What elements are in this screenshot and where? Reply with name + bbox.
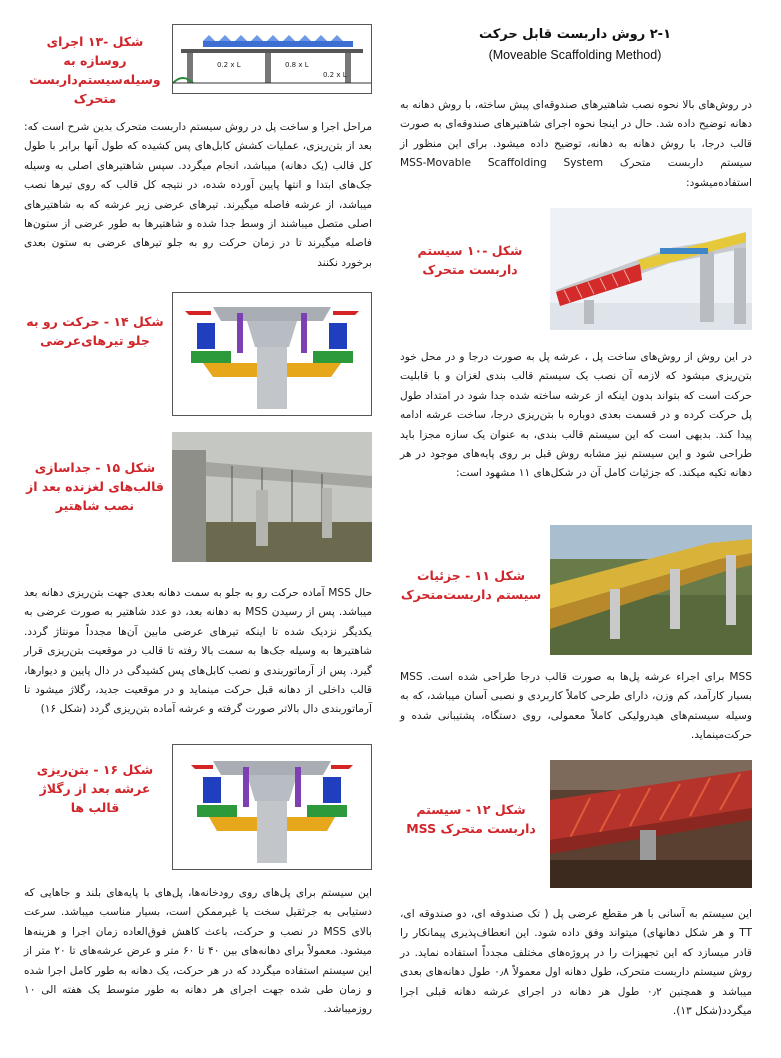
caption-figure-11: شکل ۱۱ - جزئیات سیستم داربست‌متحرک [400, 568, 542, 602]
caption-figure-14: شکل ۱۴ - حرکت رو به جلو تیرهای‌عرضی [26, 314, 164, 348]
figure-13-label-1: 0.2 x L [217, 61, 241, 69]
figure-14-image [172, 292, 372, 416]
figure-16-image [172, 744, 372, 870]
caption-figure-16: شکل ۱۶ - بتن‌ریزی عرشه بعد از رگلاژ قالب ها [36, 762, 154, 815]
section-title-en: (Moveable Scaffolding Method) [488, 48, 662, 62]
paragraph-stages: مراحل اجرا و ساخت پل در روش سیستم داربست متحرک بدین شرح است که: بعد از بتن‌ریزی، عملیات کشش کابل‌های پس کشیده که طول آنها برابر با طول کل قالب (یک دهانه) میباشد، انجام میگردد. سپس شاهتیرهای اصلی به وسیله جک‌های ابتدا و انتها پایین آورده شده، در نتیجه کل قالب که روی تیرها نصب میباشد، از عرشه فاصله میگیرند. تیرهای عرضی زیر عرشه که به شاهتیرهای اصلی متصل میباشند از وسط جدا شده و شاهتیرها به طور عرضی از ستون‌ها فاصله میگیرند تا در زمان حرکت رو به جلو تیرهای عرضی به ستون بعدی برخورد نکنند [24, 121, 372, 269]
figure-11-image [550, 525, 752, 655]
figure-15-image [172, 432, 372, 562]
figure-13-label-2: 0.8 x L [285, 61, 309, 69]
paragraph-advance: حال MSS آماده حرکت رو به جلو به سمت دهانه بعدی جهت بتن‌ریزی دهانه بعد میباشد. پس از رسیدن MSS به دهانه بعد، دو عدد شاهتیر به صورت عرضی به یکدیگر نزدیک شده تا اینکه تیرهای عرضی مابین آن‌ها مجدداً مونتاژ گردد. شاهتیرها به وسیله جک‌ها به سمت بالا رفته تا قالب در موقعیت بتن‌ریزی قرار گیرد. پس از آرماتوربندی و نصب کابل‌های پس کشیدگی در دال پایین و دیوارها، قالب داخلی از دهانه قبل حرکت مینماید و در موقعیت جدید، رگلاژ میشود تا آرماتوربندی دال بالاتر صورت گرفته و عرشه آماده بتن‌ریزی گردد (شکل ۱۶) [24, 587, 373, 716]
figure-12-image [550, 760, 752, 888]
paragraph-method: در این روش از روش‌های ساخت پل ، عرشه پل به صورت درجا و در محل خود بتن‌ریزی میشود که لازمه آن نصب یک سیستم قالب بندی لغزان و با قابلیت حرکت است که بتواند بدون اینکه از عرشه ساخته شده جدا شود در امتداد طول پل حرکت کرده و در قسمت بعدی دوباره با بتن‌ریزی درجا، ساخت عرشه ادامه پیدا کند. بدیهی است که این سیستم قالب بندی، به عنوان یک سازه مجزا باید طراحی شود و این سیستم نیز مشابه روش قبل بر روی پایه‌های موجود در هر دهانه تکیه میکند. که جزئیات کامل آن در شکل‌های ۱۱ مشهود است: [400, 351, 752, 480]
paragraph-applications: این سیستم برای پل‌های روی رودخانه‌ها، پل‌های با پایه‌های بلند و جاهایی که دستیابی به جرثقیل سخت یا غیرممکن است، بسیار مناسب میباشد. سرعت بالای MSS در نصب و حرکت، باعث کاهش فوق‌العاده زمان اجرا و هزینه‌ها میشود. معمولاً برای دهانه‌های بین ۴۰ تا ۶۰ متر و عرض عرشه‌های تا ۲۰ متر از این سیستم استفاده میگردد که در هر حرکت، یک دهانه به طور کامل اجرا شده و زمان طی شده جهت اجرای هر دهانه به طور متوسط یک هفته الی ۱۰ روز‌میباشد. [24, 887, 372, 1016]
paragraph-adaptability: این سیستم به آسانی با هر مقطع عرضی پل ( تک صندوقه ای، دو صندوقه ای، TT و هر شکل دهانهای) میتواند وفق داده شود. این انعطاف‌پذیری پیمانکار را قادر میسازد که این تجهیزات را در پروژه‌های مختلف مجدداً استفاده نماید. در روش سیستم داربست متحرک، طول دهانه اول معمولاً ۰٫۸ طول دهانه‌های بعدی میباشد و همچنین ۰٫۲ طول هر دهانه در اجرای عرشه دهانه قبلی اجرا میگردد(شکل ۱۳). [400, 908, 752, 1018]
paragraph-mss: MSS برای اجراء عرشه پل‌ها به صورت قالب درجا طراحی شده است. MSS بسیار کارآمد، کم وزن، دارای طرحی کاملاً کاربردی و نصبی آسان میباشد، که به وسیله سیستم‌های هیدرولیکی کاملاً معمولی، روی دستگاه، پشتیبانی شده و حرکت‌مینماید. [400, 671, 752, 742]
figure-13-image [172, 24, 372, 94]
caption-figure-12: شکل ۱۲ - سیستم داربست متحرک MSS [406, 802, 536, 836]
caption-figure-10: شکل -۱۰ سیستم داربست متحرک [417, 243, 523, 277]
section-title: ۲-۱ روش داربست قابل حرکت [478, 27, 671, 42]
figure-10-image [550, 208, 752, 330]
paragraph-intro: در روش‌های بالا نحوه نصب شاهتیرهای صندوقه‌ای پیش ساخته، با روش دهانه به دهانه توضیح داده شد. حال در اینجا نحوه اجرای شاهتیرهای صندوقه‌ای به صورت قالب درجا، با روش دهانه به دهانه، توضیح داده میشود. برای این منظور از سیستم داربست متحرک MSS-Movable Scaffolding System استفاده‌میشود: [400, 99, 752, 189]
caption-figure-13: شکل -۱۳ اجرای روسازه به وسیله‌سیستم‌داربست متحرک [29, 34, 161, 106]
caption-figure-15: شکل ۱۵ - جداسازی قالب‌های لغزنده بعد از نصب شاهتیر [26, 460, 164, 513]
figure-13-label-3: 0.2 x L [323, 71, 347, 79]
